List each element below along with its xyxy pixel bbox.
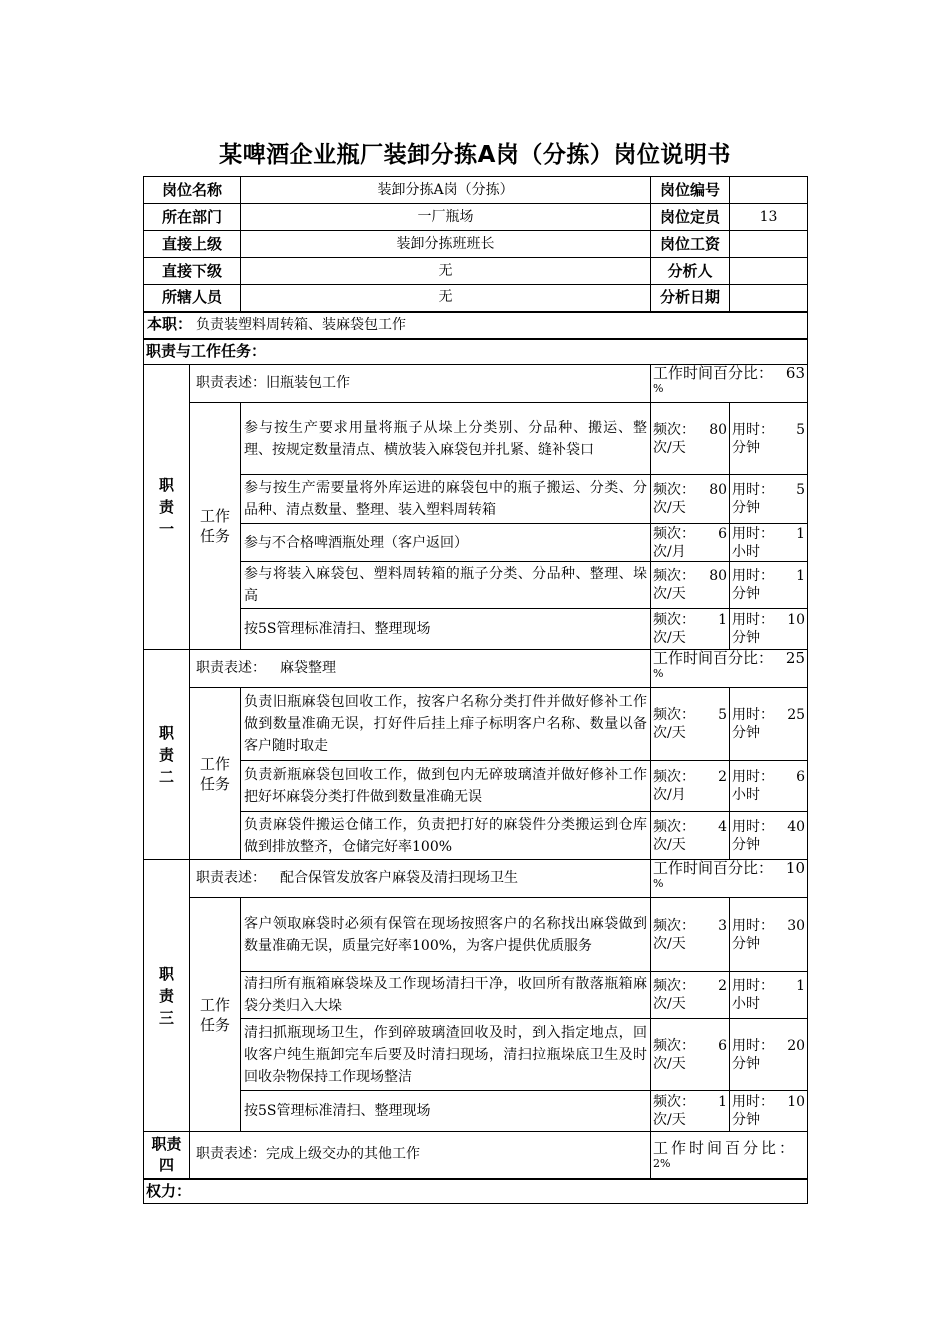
- task-text: 参与将装入麻袋包、塑料周转箱的瓶子分类、分品种、整理、垛高: [241, 562, 651, 609]
- duration-number: 20: [787, 1037, 806, 1054]
- task-frequency: [651, 972, 730, 1019]
- post-name-label: 岗位名称: [144, 177, 241, 204]
- tasks-header-row: [144, 339, 808, 365]
- duty-desc-row: [144, 365, 808, 403]
- task-row: [144, 972, 808, 1019]
- duration-number: 5: [796, 482, 806, 498]
- duration-prefix: 用时：: [732, 421, 775, 438]
- percent-value: 2%: [653, 1156, 671, 1170]
- task-duration: [730, 562, 808, 609]
- direct-subordinate-value: 无: [241, 258, 651, 285]
- percent-prefix: 工作时间百分比：: [653, 1138, 798, 1157]
- duration-line: [732, 611, 805, 629]
- task-text: 负责旧瓶麻袋包回收工作，按客户名称分类打件并做好修补工作做到数量准确无误，打好件后挂上痱子标明客户名称、数量以备客户随时取走: [241, 688, 651, 761]
- frequency-unit: 次/天: [653, 935, 686, 952]
- task-text: 负责新瓶麻袋包回收工作，做到包内无碎玻璃渣并做好修补工作把好坏麻袋分类打件做到数量准确无误: [241, 761, 651, 812]
- task-row: [144, 524, 808, 562]
- duration-prefix: 用时：: [732, 818, 775, 835]
- duration-number: 10: [787, 612, 806, 628]
- frequency-unit: 次/月: [653, 787, 686, 803]
- duration-unit: 小时: [732, 787, 761, 803]
- percent-prefix: 工作时间百分比：: [653, 364, 774, 382]
- task-text: 参与不合格啤酒瓶处理（客户返回）: [241, 524, 651, 562]
- duration-prefix: 用时：: [732, 525, 775, 542]
- core-duty: [144, 312, 808, 339]
- info-row: [144, 204, 808, 231]
- percent-line: [653, 650, 805, 667]
- frequency-number: 4: [718, 818, 728, 835]
- desc-text: 配合保管发放客户麻袋及清扫现场卫生: [280, 870, 518, 886]
- analyst-value: [730, 258, 808, 285]
- core-duty-row: [144, 312, 808, 339]
- duty-description: [190, 365, 651, 403]
- frequency-unit: 次/天: [653, 586, 686, 602]
- document-title: 某啤酒企业瓶厂装卸分拣A岗（分拣）岗位说明书: [219, 142, 731, 168]
- post-name-value: 装卸分拣A岗（分拣）: [241, 177, 651, 204]
- staff-count-label: 所辖人员: [144, 285, 241, 312]
- task-duration: [730, 1019, 808, 1091]
- task-text: 按5S管理标准清扫、整理现场: [241, 1091, 651, 1132]
- frequency-prefix: 频次：: [653, 568, 696, 584]
- desc-prefix: 职责表述：: [196, 1146, 266, 1163]
- duration-number: 5: [796, 421, 806, 438]
- task-frequency: [651, 403, 730, 475]
- work-time-percent: [651, 860, 808, 898]
- duration-unit: 分钟: [732, 935, 761, 952]
- duration-unit: 小时: [732, 996, 761, 1012]
- analysis-date-value: [730, 285, 808, 312]
- task-row: [144, 403, 808, 475]
- task-row: [144, 688, 808, 761]
- frequency-number: 3: [718, 917, 728, 934]
- percent-line: [653, 860, 805, 877]
- task-frequency: [651, 688, 730, 761]
- task-duration: [730, 812, 808, 860]
- core-duty-text: 负责装塑料周转箱、装麻袋包工作: [196, 317, 407, 333]
- post-number-value: [730, 177, 808, 204]
- task-duration: [730, 609, 808, 650]
- work-time-percent: [651, 650, 808, 688]
- duration-unit: 分钟: [732, 586, 761, 602]
- direct-subordinate-label: 直接下级: [144, 258, 241, 285]
- duration-prefix: 用时：: [732, 917, 775, 934]
- task-duration: [730, 1091, 808, 1132]
- frequency-line: [653, 481, 727, 499]
- duty-description: [190, 650, 651, 688]
- task-row: [144, 1091, 808, 1132]
- task-text: 参与按生产要求用量将瓶子从垛上分类别、分品种、搬运、整理、按规定数量清点、横放装入麻袋包并扎紧、缝补袋口: [241, 403, 651, 475]
- duration-prefix: 用时：: [732, 612, 775, 628]
- desc-prefix: 职责表述：: [196, 660, 266, 676]
- percent-line: [653, 365, 805, 382]
- frequency-unit: 次/天: [653, 725, 686, 741]
- task-frequency: [651, 524, 730, 562]
- desc-prefix: 职责表述：: [196, 375, 266, 391]
- duty4-description: [190, 1132, 651, 1179]
- duration-prefix: 用时：: [732, 769, 775, 785]
- post-wage-label: 岗位工资: [651, 231, 730, 258]
- percent-unit: %: [653, 667, 664, 680]
- duration-number: 10: [787, 1094, 806, 1110]
- duration-prefix: 用时：: [732, 978, 775, 994]
- duty4-row: [144, 1132, 808, 1179]
- frequency-unit: 次/天: [653, 996, 686, 1012]
- frequency-number: 1: [718, 612, 728, 628]
- frequency-number: 5: [718, 707, 728, 723]
- duration-line: [732, 1093, 805, 1111]
- duration-prefix: 用时：: [732, 568, 775, 584]
- duty-name-text: 职责二: [158, 723, 174, 786]
- power-row: [144, 1179, 808, 1204]
- task-duration: [730, 761, 808, 812]
- duration-prefix: 用时：: [732, 1037, 775, 1054]
- post-wage-value: [730, 231, 808, 258]
- duty-name-text: 职责一: [158, 476, 174, 538]
- frequency-prefix: 频次：: [653, 1094, 696, 1110]
- direct-superior-label: 直接上级: [144, 231, 241, 258]
- percent-prefix: 工作时间百分比：: [653, 649, 774, 667]
- frequency-unit: 次/天: [653, 630, 686, 646]
- duration-line: [732, 567, 805, 585]
- frequency-prefix: 频次：: [653, 707, 696, 723]
- duration-line: [732, 977, 805, 995]
- task-duration: [730, 403, 808, 475]
- desc-text: 麻袋整理: [280, 660, 336, 676]
- duration-prefix: 用时：: [732, 707, 775, 723]
- duty-name-text: 职责三: [158, 964, 174, 1027]
- duration-unit: 分钟: [732, 630, 761, 646]
- info-row: [144, 231, 808, 258]
- frequency-number: 2: [718, 769, 728, 785]
- frequency-number: 80: [709, 421, 728, 438]
- task-text: 客户领取麻袋时必须有保管在现场按照客户的名称找出麻袋做到数量准确无误，质量完好率100%，为客户提供优质服务: [241, 898, 651, 972]
- job-description-table: [143, 176, 808, 1204]
- task-frequency: [651, 475, 730, 524]
- task-frequency: [651, 609, 730, 650]
- duty-description: [190, 860, 651, 898]
- duration-number: 6: [796, 769, 806, 785]
- percent-value: 63: [785, 364, 806, 382]
- task-row: [144, 562, 808, 609]
- task-label-text: 工作任务: [199, 754, 230, 793]
- task-frequency: [651, 898, 730, 972]
- analyst-label: 分析人: [651, 258, 730, 285]
- staff-count-value: 无: [241, 285, 651, 312]
- info-row: [144, 177, 808, 204]
- info-row: [144, 285, 808, 312]
- task-duration: [730, 688, 808, 761]
- frequency-prefix: 频次：: [653, 818, 696, 835]
- task-row: [144, 898, 808, 972]
- duration-line: [732, 706, 805, 724]
- task-row: [144, 475, 808, 524]
- info-row: [144, 258, 808, 285]
- frequency-number: 6: [718, 1037, 728, 1054]
- post-number-label: 岗位编号: [651, 177, 730, 204]
- duration-line: [732, 917, 805, 935]
- frequency-unit: 次/天: [653, 439, 686, 456]
- task-duration: [730, 475, 808, 524]
- duration-unit: 分钟: [732, 439, 761, 456]
- frequency-number: 2: [718, 978, 728, 994]
- duration-number: 25: [787, 707, 806, 723]
- frequency-line: [653, 1093, 727, 1111]
- task-label-text: 工作任务: [199, 995, 230, 1034]
- duty4-percent: [651, 1132, 808, 1179]
- tasks-header: 职责与工作任务：: [144, 339, 808, 365]
- duration-line: [732, 1037, 805, 1055]
- duty-desc-row: [144, 860, 808, 898]
- frequency-line: [653, 421, 727, 439]
- task-row: [144, 812, 808, 860]
- percent-value: 10: [785, 859, 806, 877]
- frequency-unit: 次/天: [653, 836, 686, 853]
- duration-unit: 小时: [732, 543, 761, 560]
- percent-prefix: 工作时间百分比：: [653, 859, 774, 877]
- duration-line: [732, 421, 805, 439]
- frequency-number: 6: [718, 525, 728, 542]
- frequency-number: 1: [718, 1094, 728, 1110]
- task-label: [190, 403, 241, 650]
- task-frequency: [651, 1091, 730, 1132]
- duration-unit: 分钟: [732, 1055, 761, 1072]
- percent-unit: %: [653, 877, 664, 890]
- frequency-prefix: 频次：: [653, 978, 696, 994]
- frequency-line: [653, 1037, 727, 1055]
- task-duration: [730, 972, 808, 1019]
- duration-unit: 分钟: [732, 836, 761, 853]
- frequency-prefix: 频次：: [653, 1037, 696, 1054]
- frequency-prefix: 频次：: [653, 421, 696, 438]
- work-time-percent: [651, 365, 808, 403]
- desc-text: 完成上级交办的其他工作: [266, 1146, 420, 1163]
- task-text: 清扫所有瓶箱麻袋垛及工作现场清扫干净，收回所有散落瓶箱麻袋分类归入大垛: [241, 972, 651, 1019]
- task-duration: [730, 524, 808, 562]
- task-text: 按5S管理标准清扫、整理现场: [241, 609, 651, 650]
- duration-line: [732, 768, 805, 786]
- task-frequency: [651, 761, 730, 812]
- frequency-line: [653, 768, 727, 786]
- frequency-line: [653, 917, 727, 935]
- frequency-line: [653, 567, 727, 585]
- post-quota-value: 13: [730, 204, 808, 231]
- duty-name: [144, 860, 190, 1132]
- percent-unit: %: [653, 382, 664, 395]
- frequency-line: [653, 611, 727, 629]
- duration-prefix: 用时：: [732, 1094, 775, 1110]
- percent-value: 25: [785, 649, 806, 667]
- frequency-unit: 次/天: [653, 1112, 686, 1128]
- frequency-unit: 次/天: [653, 1055, 686, 1072]
- frequency-prefix: 频次：: [653, 482, 696, 498]
- task-frequency: [651, 812, 730, 860]
- department-label: 所在部门: [144, 204, 241, 231]
- task-text: 负责麻袋件搬运仓储工作，负责把打好的麻袋件分类搬运到仓库做到排放整齐，仓储完好率100%: [241, 812, 651, 860]
- task-label: [190, 898, 241, 1132]
- duration-number: 40: [787, 818, 806, 835]
- frequency-line: [653, 977, 727, 995]
- analysis-date-label: 分析日期: [651, 285, 730, 312]
- direct-superior-value: 装卸分拣班班长: [241, 231, 651, 258]
- frequency-prefix: 频次：: [653, 917, 696, 934]
- frequency-prefix: 频次：: [653, 612, 696, 628]
- frequency-number: 80: [709, 482, 728, 498]
- power-label: 权力：: [144, 1179, 808, 1204]
- duration-number: 30: [787, 917, 806, 934]
- duty-desc-row: [144, 650, 808, 688]
- duration-number: 1: [796, 568, 806, 584]
- frequency-line: [653, 818, 727, 836]
- task-frequency: [651, 562, 730, 609]
- duration-number: 1: [796, 978, 806, 994]
- task-label-text: 工作任务: [199, 507, 230, 545]
- frequency-prefix: 频次：: [653, 525, 696, 542]
- duration-number: 1: [796, 525, 806, 542]
- task-text: 参与按生产需要量将外库运进的麻袋包中的瓶子搬运、分类、分品种、清点数量、整理、装入塑料周转箱: [241, 475, 651, 524]
- post-quota-label: 岗位定员: [651, 204, 730, 231]
- task-duration: [730, 898, 808, 972]
- task-row: [144, 609, 808, 650]
- task-label: [190, 688, 241, 860]
- task-text: 清扫抓瓶现场卫生，作到碎玻璃渣回收及时，到入指定地点，回收客户纯生瓶卸完车后要及时清扫现场，清扫拉瓶垛底卫生及时回收杂物保持工作现场整洁: [241, 1019, 651, 1091]
- duration-unit: 分钟: [732, 500, 761, 516]
- duration-prefix: 用时：: [732, 482, 775, 498]
- duration-line: [732, 818, 805, 836]
- duration-unit: 分钟: [732, 725, 761, 741]
- duty-name: [144, 365, 190, 650]
- desc-text: 旧瓶装包工作: [266, 375, 350, 391]
- task-row: [144, 761, 808, 812]
- department-value: 一厂瓶场: [241, 204, 651, 231]
- duty-name: [144, 650, 190, 860]
- frequency-number: 80: [709, 568, 728, 584]
- duty4-name: 职责四: [144, 1132, 190, 1179]
- desc-prefix: 职责表述：: [196, 870, 266, 886]
- duration-line: [732, 525, 805, 543]
- core-duty-label: 本职：: [147, 315, 193, 333]
- task-frequency: [651, 1019, 730, 1091]
- frequency-unit: 次/月: [653, 543, 686, 560]
- frequency-line: [653, 706, 727, 724]
- duration-unit: 分钟: [732, 1112, 761, 1128]
- frequency-prefix: 频次：: [653, 769, 696, 785]
- frequency-unit: 次/天: [653, 500, 686, 516]
- frequency-line: [653, 525, 727, 543]
- task-row: [144, 1019, 808, 1091]
- duration-line: [732, 481, 805, 499]
